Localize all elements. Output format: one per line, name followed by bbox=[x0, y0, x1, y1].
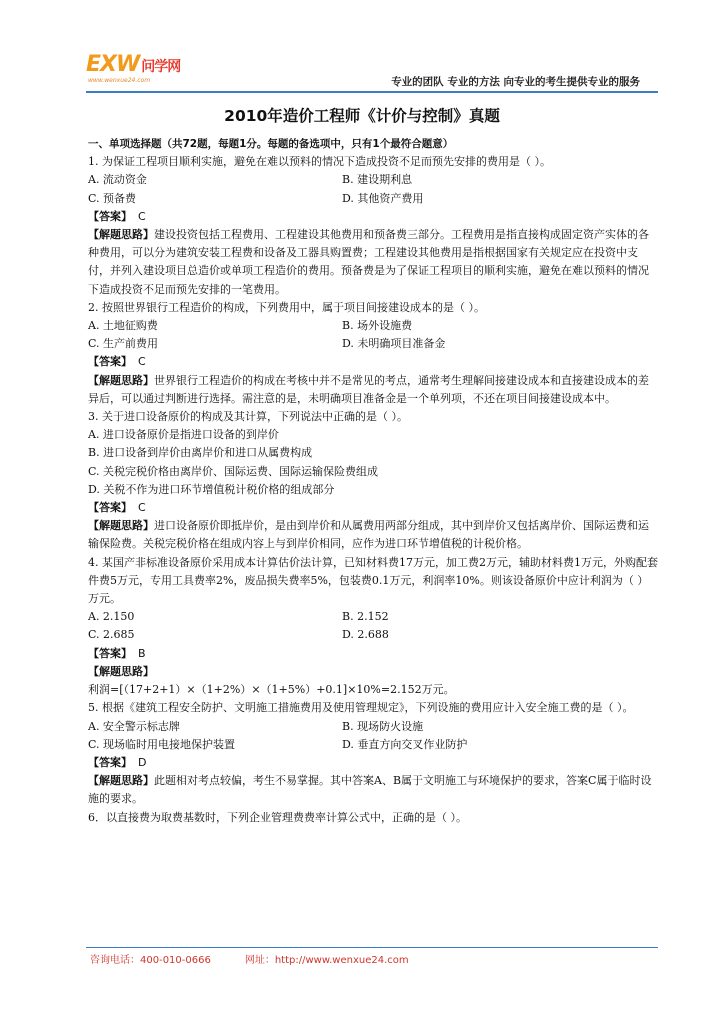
logo-letters: EXW bbox=[86, 52, 140, 77]
header-slogan: 专业的团队 专业的方法 向专业的考生提供专业的服务 bbox=[391, 76, 640, 88]
option: B. 建设期利息 bbox=[342, 173, 413, 187]
option: D. 未明确项目准备金 bbox=[342, 337, 446, 351]
answer-value: D bbox=[138, 755, 147, 769]
logo bbox=[86, 52, 196, 86]
analysis-label: 【解题思路】 bbox=[88, 774, 154, 788]
answer-label: 【答案】 bbox=[88, 501, 132, 515]
answer-value: C bbox=[138, 501, 146, 515]
option: C. 预备费 bbox=[88, 191, 137, 205]
option: A. 安全警示标志牌 bbox=[88, 719, 180, 733]
page-title: 2010年造价工程师《计价与控制》真题 bbox=[224, 107, 500, 125]
option: D. 垂直方向交叉作业防护 bbox=[342, 737, 468, 751]
option: A. 流动资金 bbox=[88, 173, 147, 187]
option: D. 关税不作为进口环节增值税计税价格的组成部分 bbox=[88, 482, 335, 496]
logo-mark bbox=[86, 52, 180, 77]
logo-url: www.wenxue24.com bbox=[88, 77, 151, 84]
option-row bbox=[88, 317, 658, 335]
option: A. 土地征购费 bbox=[88, 319, 158, 333]
question-stem: 1. 为保证工程项目顺利实施，避免在难以预料的情况下造成投资不足而预先安排的费用是（ ）。 bbox=[88, 155, 551, 169]
page-footer bbox=[90, 951, 409, 966]
question-stem: 4. 某国产非标准设备原价采用成本计算估价法计算，已知材料费17万元，加工费2万元，辅助材料费1万元，外购配套件费5万元，专用工具费率2%，废品损失费率5%，包装费0.1万元，利润率10%。则该设备原价中应计利润为（ ）万元。 bbox=[88, 555, 658, 606]
analysis-label: 【解题思路】 bbox=[88, 664, 154, 678]
question-stem: 6．以直接费为取费基数时，下列企业管理费费率计算公式中，正确的是（ ）。 bbox=[88, 810, 467, 824]
option: C. 2.685 bbox=[88, 628, 135, 642]
analysis-label: 【解题思路】 bbox=[88, 519, 154, 533]
page-header bbox=[86, 44, 666, 88]
option: A. 进口设备原价是指进口设备的到岸价 bbox=[88, 428, 279, 442]
header-divider bbox=[86, 91, 658, 93]
option-row bbox=[88, 171, 658, 189]
option-row bbox=[88, 190, 658, 208]
analysis-text: 进口设备原价即抵岸价，是由到岸价和从属费用两部分组成，其中到岸价又包括离岸价、国际运费和运输保险费。关税完税价格在组成内容上与到岸价相同，应作为进口环节增值税的计税价格。 bbox=[88, 519, 649, 551]
option-row bbox=[88, 335, 658, 353]
answer-label: 【答案】 bbox=[88, 646, 132, 660]
footer-phone: 咨询电话：400-010-0666 bbox=[90, 955, 211, 966]
option-row bbox=[88, 736, 658, 754]
answer-label: 【答案】 bbox=[88, 209, 132, 223]
analysis bbox=[88, 772, 658, 808]
answer-line bbox=[88, 499, 658, 517]
option-row bbox=[88, 718, 658, 736]
option-row bbox=[88, 626, 658, 644]
logo-cn: 问学网 bbox=[141, 59, 181, 75]
option: A. 2.150 bbox=[88, 610, 135, 624]
analysis-text: 建设投资包括工程费用、工程建设其他费用和预备费三部分。工程费用是指直接构成固定资产实体的各种费用，可以分为建筑安装工程费和设备及工器具购置费；工程建设其他费用是指根据国家有关规定应在投资中支付，并列入建设项目总造价或单项工程造价的费用。预备费是为了保证工程项目的顺利实施，避免在难以预料的情况下造成投资不足而预先安排的一笔费用。 bbox=[88, 228, 649, 296]
option: B. 现场防火设施 bbox=[342, 719, 424, 733]
option: D. 其他资产费用 bbox=[342, 191, 424, 205]
answer-value: B bbox=[138, 646, 146, 660]
option: C. 现场临时用电接地保护装置 bbox=[88, 737, 236, 751]
answer-line bbox=[88, 208, 658, 226]
analysis-text: 世界银行工程造价的构成在考核中并不是常见的考点，通常考生理解间接建设成本和直接建设成本的差异后，可以通过判断进行选择。需注意的是，未明确项目准备金是一个单列项，不还在项目间接建设成本中。 bbox=[88, 373, 649, 405]
question-stem: 5. 根据《建筑工程安全防护、文明施工措施费用及使用管理规定》，下列设施的费用应计入安全施工费的是（ ）。 bbox=[88, 701, 634, 715]
option-row bbox=[88, 608, 658, 626]
answer-line bbox=[88, 645, 658, 663]
document-body bbox=[88, 135, 658, 827]
option: C. 生产前费用 bbox=[88, 337, 159, 351]
analysis-text: 利润=[（17+2+1）×（1+2%）×（1+5%）+0.1]×10%=2.152万元。 bbox=[88, 683, 455, 697]
answer-line bbox=[88, 353, 658, 371]
option: C. 关税完税价格由离岸价、国际运费、国际运输保险费组成 bbox=[88, 464, 379, 478]
answer-line bbox=[88, 754, 658, 772]
section-heading: 一、单项选择题（共72题，每题1分。每题的备选项中，只有1个最符合题意） bbox=[88, 138, 454, 150]
option: B. 进口设备到岸价由离岸价和进口从属费构成 bbox=[88, 446, 313, 460]
question-stem: 2. 按照世界银行工程造价的构成，下列费用中，属于项目间接建设成本的是（ ）。 bbox=[88, 300, 485, 314]
footer-website: 网址：http://www.wenxue24.com bbox=[244, 955, 409, 966]
analysis-text: 此题相对考点较偏，考生不易掌握。其中答案A、B属于文明施工与环境保护的要求，答案C属于临时设施的要求。 bbox=[88, 774, 652, 806]
analysis bbox=[88, 517, 658, 553]
answer-value: C bbox=[138, 209, 146, 223]
answer-label: 【答案】 bbox=[88, 355, 132, 369]
analysis-label: 【解题思路】 bbox=[88, 373, 154, 387]
footer-divider bbox=[86, 947, 658, 948]
answer-label: 【答案】 bbox=[88, 755, 132, 769]
analysis-heading bbox=[88, 663, 658, 681]
option: B. 场外设施费 bbox=[342, 319, 413, 333]
option: D. 2.688 bbox=[342, 628, 389, 642]
analysis-label: 【解题思路】 bbox=[88, 228, 154, 242]
answer-value: C bbox=[138, 355, 146, 369]
analysis bbox=[88, 372, 658, 408]
analysis bbox=[88, 226, 658, 299]
question-stem: 3. 关于进口设备原价的构成及其计算，下列说法中正确的是（ ）。 bbox=[88, 410, 408, 424]
option: B. 2.152 bbox=[342, 610, 389, 624]
